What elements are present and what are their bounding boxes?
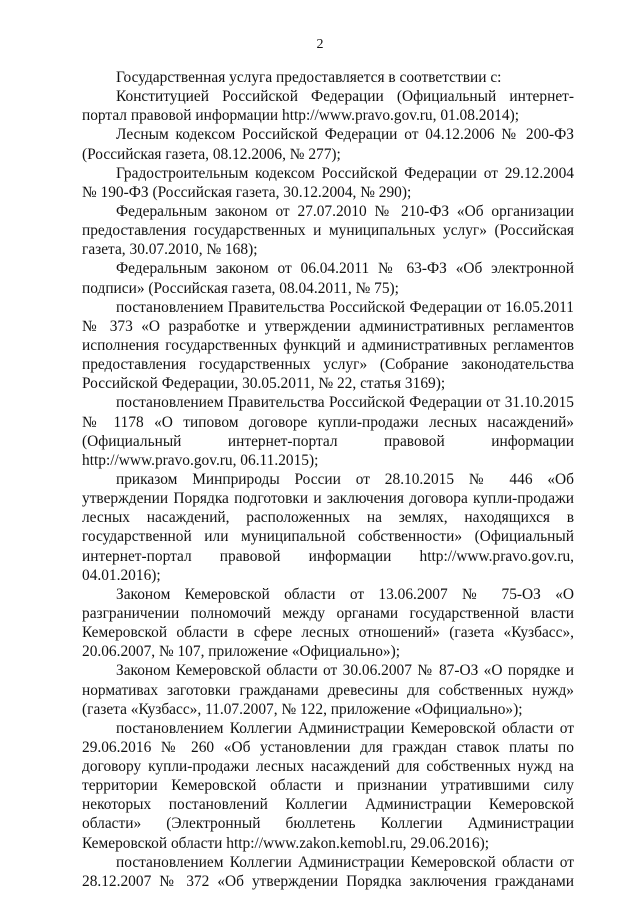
text-line: постановлением Правительства Российской Федерации от 31.10.2015 [116, 394, 574, 412]
text-line: газета, 30.07.2010, № 168); [82, 241, 258, 259]
text-line: № 373 «О разработке и утверждении административных регламентов [82, 317, 574, 335]
text-line: 20.06.2007, № 107, приложение «Официально»); [82, 643, 401, 661]
text-line: (Российская газета, 08.12.2006, № 277); [82, 145, 341, 163]
text-line: 28.12.2007 № 372 «Об утверждении Порядка заключения гражданами [82, 872, 574, 890]
text-line: постановлением Коллегии Администрации Кемеровской области от [116, 853, 574, 871]
text-line: 29.06.2016 № 260 «Об установлении для граждан ставок платы по [82, 738, 574, 756]
text-line: № 190-ФЗ (Российская газета, 30.12.2004, № 290); [82, 183, 412, 201]
text-line: интернет-портал правовой информации http://www.pravo.gov.ru, [82, 547, 574, 565]
text-line: портал правовой информации http://www.pravo.gov.ru, 01.08.2014); [82, 107, 519, 125]
text-line: исполнения государственных функций и административных регламентов [82, 336, 574, 354]
text-line: предоставления государственных и муниципальных услуг» (Российская [82, 222, 574, 240]
text-line: территории Кемеровской области и признании утратившими силу [82, 777, 574, 795]
text-line: некоторых постановлений Коллегии Администрации Кемеровской [82, 796, 574, 814]
text-line: постановлением Правительства Российской Федерации от 16.05.2011 [116, 298, 574, 316]
text-line: Федеральным законом от 06.04.2011 № 63-ФЗ «Об электронной [116, 260, 574, 278]
text-line: 04.01.2016); [82, 566, 161, 584]
text-line: (Официальный интернет-портал правовой информации [82, 432, 574, 450]
text-line: государственной или муниципальной собственности» (Официальный [82, 528, 574, 546]
text-line: Российской Федерации, 30.05.2011, № 22, статья 3169); [82, 375, 446, 393]
text-line: договору купли-продажи лесных насаждений для собственных нужд на [82, 758, 574, 776]
text-line: утверждении Порядка подготовки и заключения договора купли-продажи [82, 490, 574, 508]
text-line: Лесным кодексом Российской Федерации от 04.12.2006 № 200-ФЗ [116, 126, 574, 144]
text-line: лесных насаждений, расположенных на землях, находящихся в [82, 509, 574, 527]
text-line: № 1178 «О типовом договоре купли-продажи лесных насаждений» [82, 413, 574, 431]
page-number: 2 [316, 37, 324, 52]
text-line: Федеральным законом от 27.07.2010 № 210-ФЗ «Об организации [116, 202, 574, 220]
text-line: Законом Кемеровской области от 13.06.2007 № 75-ОЗ «О [116, 585, 574, 603]
text-line: разграничении полномочий между органами государственной власти [82, 604, 574, 622]
text-line: нормативах заготовки гражданами древесины для собственных нужд» [82, 681, 574, 699]
text-line: Кемеровской области http://www.zakon.kemobl.ru, 29.06.2016); [82, 834, 489, 852]
text-line: http://www.pravo.gov.ru, 06.11.2015); [82, 451, 319, 469]
text-line: Градостроительным кодексом Российской Федерации от 29.12.2004 [116, 164, 574, 182]
text-line: предоставления государственных услуг» (Собрание законодательства [82, 356, 574, 374]
text-line: Конституцией Российской Федерации (Официальный интернет- [116, 88, 574, 106]
text-line: постановлением Коллегии Администрации Кемеровской области от [116, 719, 574, 737]
text-line: области» (Электронный бюллетень Коллегии Администрации [82, 815, 574, 833]
text-line: Государственная услуга предоставляется в соответствии с: [116, 69, 502, 86]
text-line: (газета «Кузбасс», 11.07.2007, № 122, приложение «Официально»); [82, 700, 523, 718]
text-line: подписи» (Российская газета, 08.04.2011, № 75); [82, 279, 399, 297]
text-line: приказом Минприроды России от 28.10.2015 № 446 «Об [116, 470, 574, 488]
text-line: Законом Кемеровской области от 30.06.2007 № 87-ОЗ «О порядке и [116, 662, 574, 680]
document-body [82, 68, 574, 891]
text-line: Кемеровской области в сфере лесных отношений» (газета «Кузбасс», [82, 624, 574, 642]
